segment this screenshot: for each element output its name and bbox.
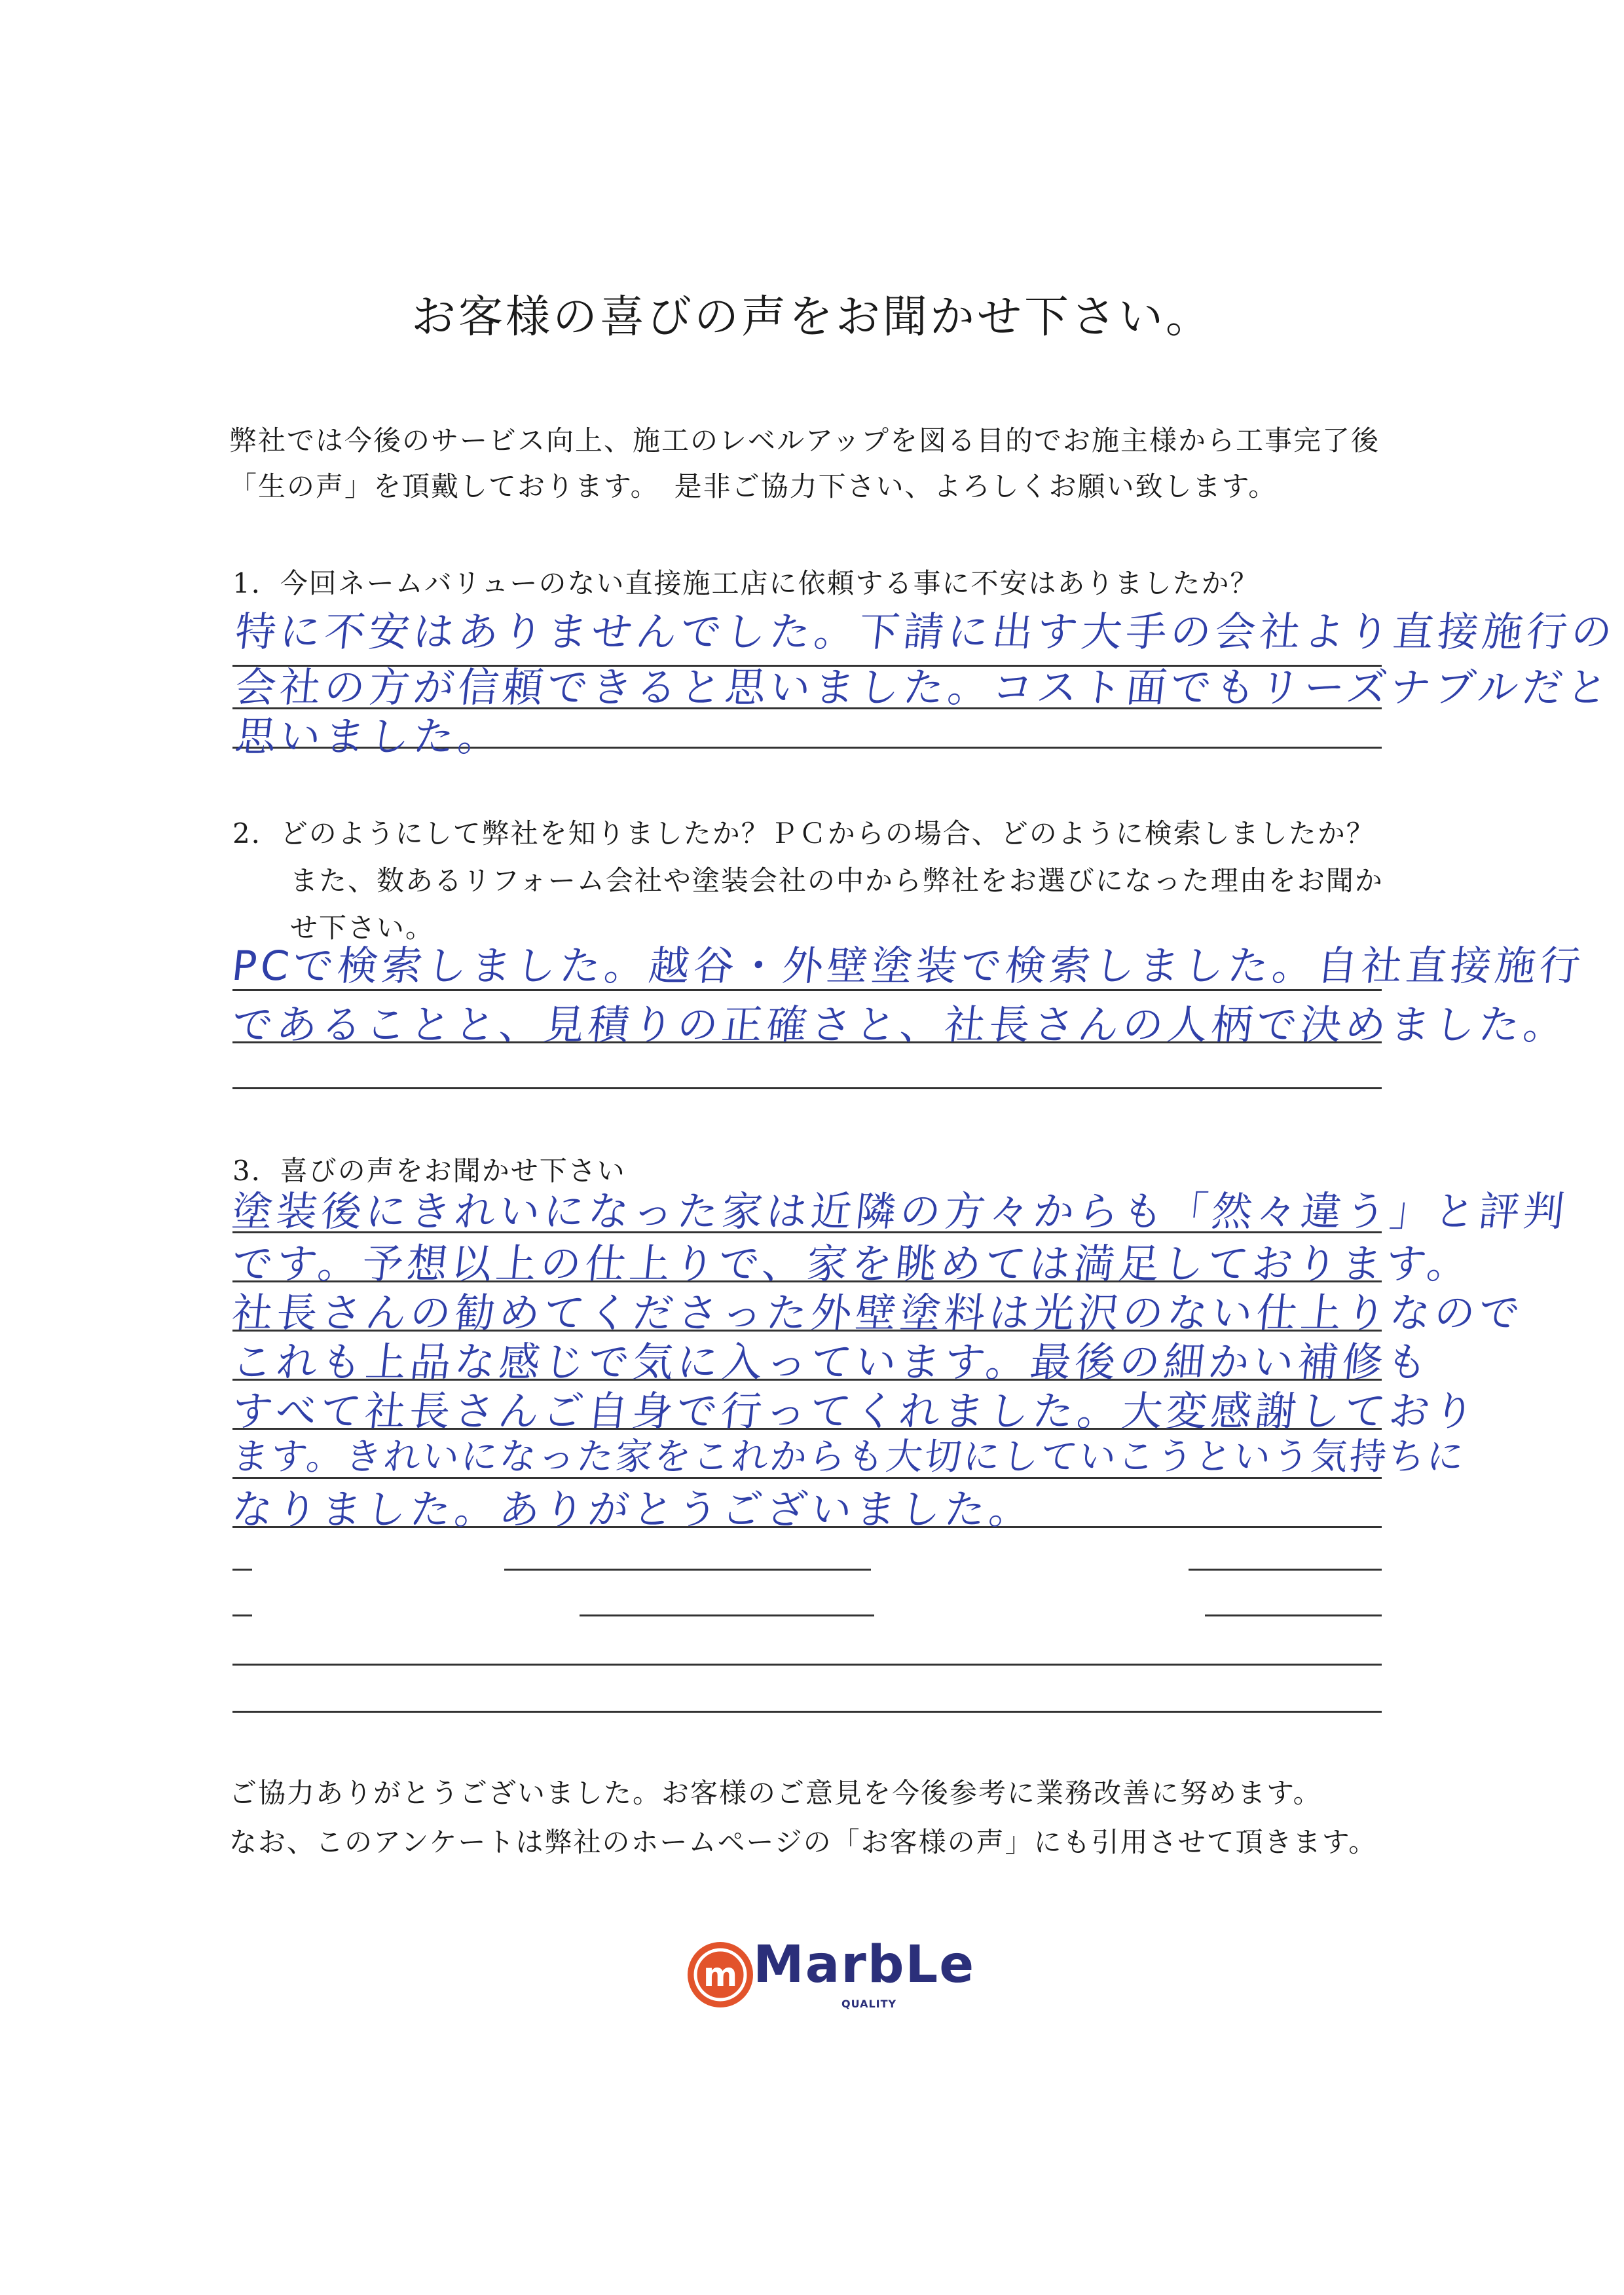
answer-3-line-1: 塗装後にきれいになった家は近隣の方々からも「然々違う」と評判 [229, 1187, 1571, 1235]
svg-text:m: m [703, 1956, 738, 1994]
answer-1-line-2: 会社の方が信頼できると思いました。コスト面でもリーズナブルだと [232, 663, 1614, 711]
question-1: 1．今回ネームバリューのない直接施工店に依頼する事に不安はありましたか？ [232, 567, 1259, 599]
answer-line [232, 1087, 1382, 1089]
intro-line-1: 弊社では今後のサービス向上、施工のレベルアップを図る目的でお施主様から工事完了後 [229, 424, 1380, 457]
question-2-line-2: また、数あるリフォーム会社や塗装会社の中から弊社をお選びになった理由をお聞か [232, 865, 1384, 897]
page-title: お客様の喜びの声をお聞かせ下さい。 [411, 291, 1213, 343]
answer-3-line-2: です。予想以上の仕上りで、家を眺めては満足しております。 [229, 1240, 1475, 1288]
outro-line-2: なお、このアンケートは弊社のホームページの「お客様の声」にも引用させて頂きます。 [229, 1826, 1378, 1858]
answer-3-line-6: ます。きれいになった家をこれからも大切にしていこうという気持ちに [230, 1436, 1468, 1478]
question-2-line-3: せ下さい。 [232, 912, 435, 944]
answer-line [1205, 1614, 1382, 1616]
answer-1-line-3: 思いました。 [232, 713, 506, 760]
question-3: 3．喜びの声をお聞かせ下さい [232, 1155, 626, 1187]
logo-subtitle: QUALITY [841, 1998, 897, 2010]
answer-3-line-4: これも上品な感じで気に入っています。最後の細かい補修も [229, 1338, 1434, 1386]
answer-2-line-2: であることと、見積りの正確さと、社長さんの人柄で決めました。 [229, 1001, 1571, 1049]
answer-line [580, 1614, 874, 1616]
logo-wordmark: MarbLe [753, 1935, 976, 1994]
outro-line-1: ご協力ありがとうございました。お客様のご意見を今後参考に業務改善に努めます。 [229, 1777, 1322, 1809]
question-2-line-1: 2．どのようにして弊社を知りましたか？ＰＣからの場合、どのように検索しましたか？ [232, 817, 1375, 849]
answer-3-line-3: 社長さんの勧めてくださった外壁塗料は光沢のない仕上りなので [229, 1289, 1526, 1337]
answer-line [232, 1569, 252, 1571]
answer-line [232, 1614, 252, 1616]
answer-line [232, 1664, 1382, 1666]
answer-line [1189, 1569, 1382, 1571]
answer-3-line-5: すべて社長さんご自身で行ってくれました。大変感謝しており [229, 1387, 1481, 1435]
answer-2-line-1: PCで検索しました。越谷・外壁塗装で検索しました。自社直接施行 [229, 942, 1587, 990]
answer-1-line-1: 特に不安はありませんでした。下請に出す大手の会社より直接施行の [232, 608, 1619, 656]
answer-3-line-7: なりました。ありがとうございました。 [229, 1485, 1037, 1533]
marble-logo-mark [684, 1939, 756, 2011]
answer-line [504, 1569, 871, 1571]
answer-line [232, 1711, 1382, 1713]
intro-line-2: 「生の声」を頂戴しております。 是非ご協力下さい、よろしくお願い致します。 [229, 470, 1278, 502]
